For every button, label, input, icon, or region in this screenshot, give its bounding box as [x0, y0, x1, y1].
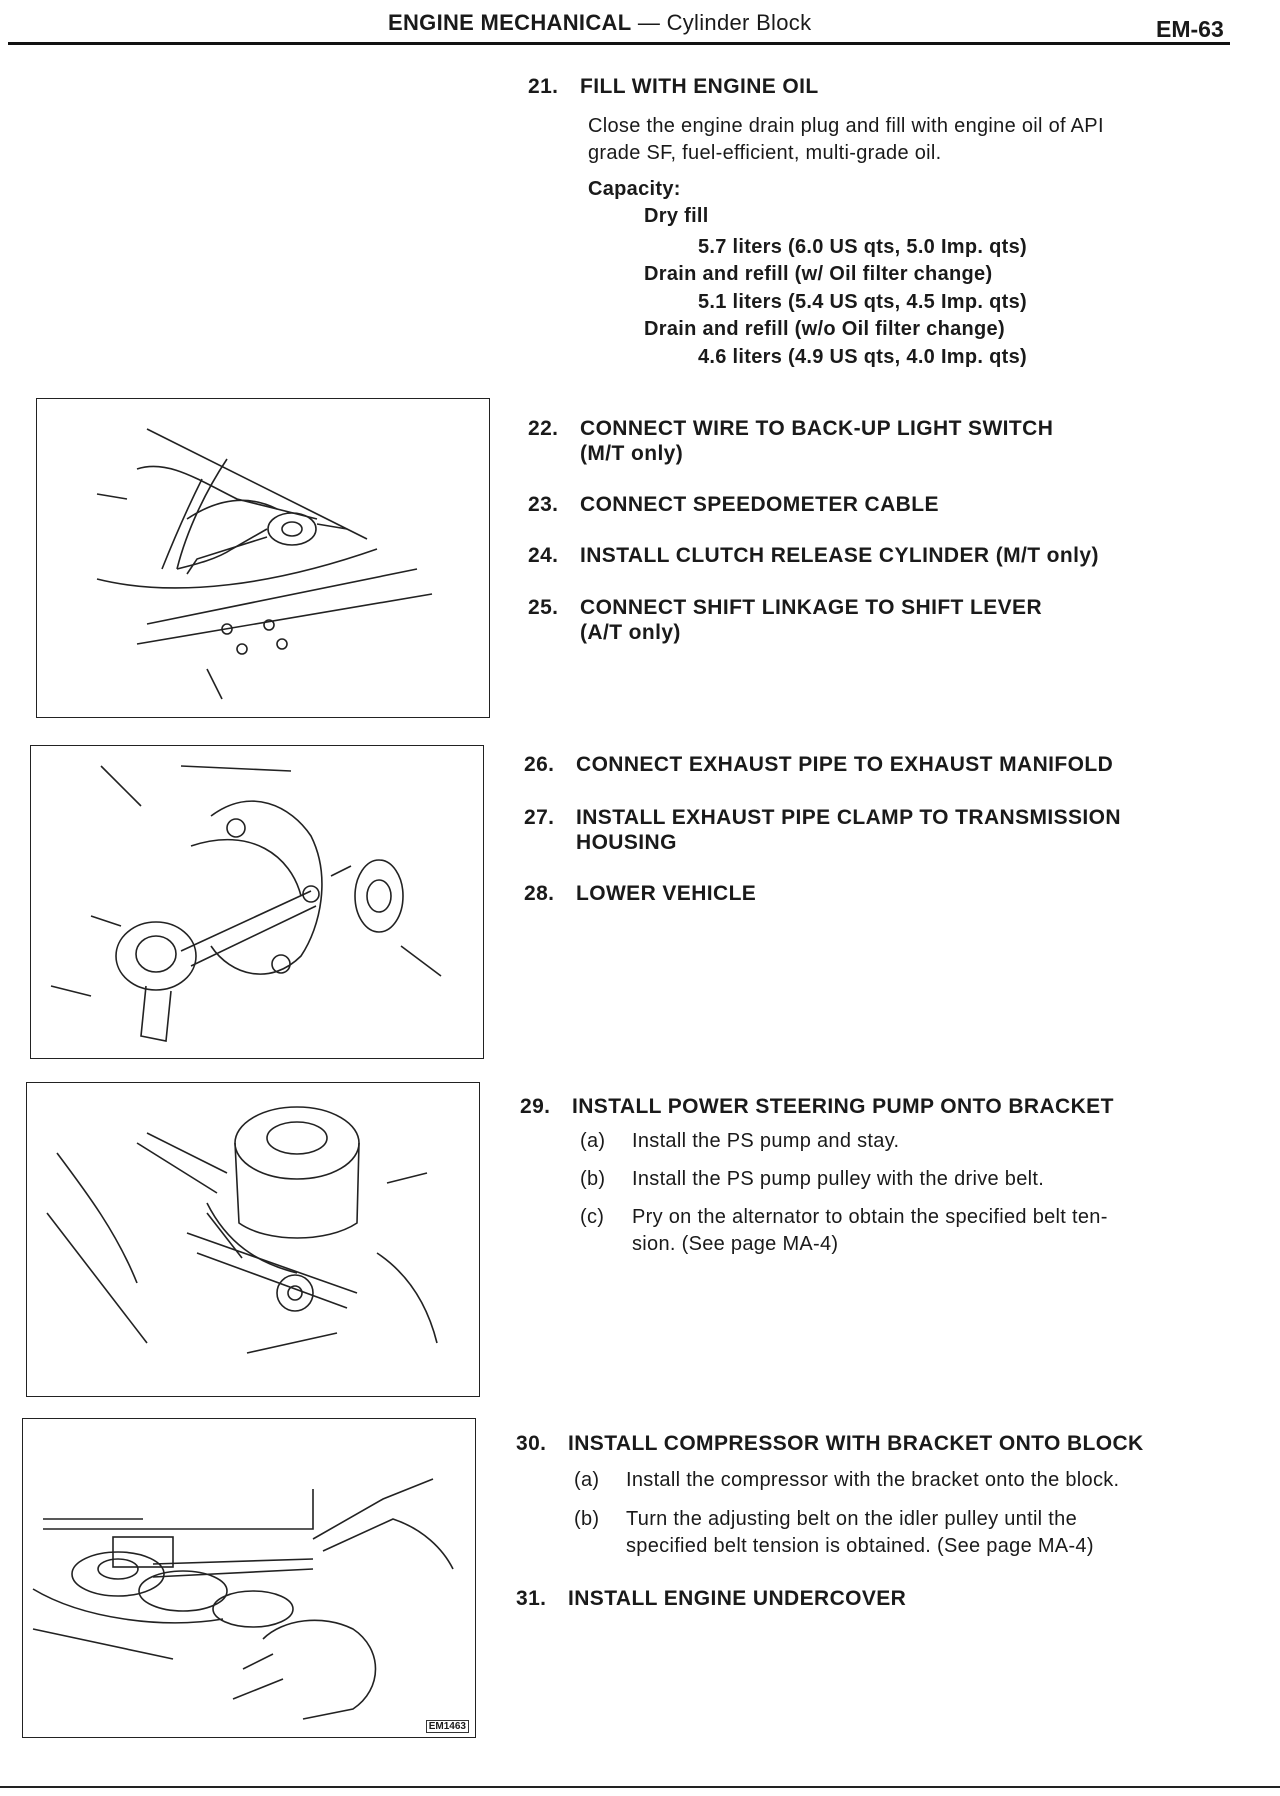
header-rule — [8, 42, 1230, 45]
footer-rule — [0, 1786, 1280, 1788]
figure-code: EM1463 — [426, 1720, 469, 1733]
step-title: FILL WITH ENGINE OIL — [580, 75, 819, 98]
step-title: INSTALL CLUTCH RELEASE CYLINDER (M/T only) — [580, 544, 1099, 567]
sub-step-label: (a) — [580, 1130, 606, 1152]
page-header — [0, 0, 1280, 50]
sub-step-text: Install the compressor with the bracket onto the block. — [626, 1469, 1120, 1491]
step-number: 23. — [528, 493, 559, 516]
step-number: 22. — [528, 417, 559, 440]
step-22-line2: (M/T only) — [580, 442, 684, 465]
compressor-illustration — [23, 1419, 475, 1737]
step-number: 24. — [528, 544, 559, 567]
sub-step-label: (c) — [580, 1206, 605, 1228]
sub-step-label: (b) — [574, 1508, 600, 1530]
step-number: 26. — [524, 753, 555, 776]
sub-step-text: Install the PS pump and stay. — [632, 1130, 900, 1152]
subsection-title: Cylinder Block — [666, 10, 812, 35]
step-number: 25. — [528, 596, 559, 619]
drain-with-filter-label: Drain and refill (w/ Oil filter change) — [644, 263, 993, 285]
drain-without-filter-label: Drain and refill (w/o Oil filter change) — [644, 318, 1005, 340]
figure-backup-light-switch — [36, 398, 490, 718]
dry-fill-value: 5.7 liters (6.0 US qts, 5.0 Imp. qts) — [698, 236, 1027, 258]
drain-with-filter-value: 5.1 liters (5.4 US qts, 4.5 Imp. qts) — [698, 291, 1027, 313]
step-number: 21. — [528, 75, 559, 98]
step-29-sub-c-line2: sion. (See page MA-4) — [632, 1233, 839, 1255]
step-number: 29. — [520, 1095, 551, 1118]
step-title: CONNECT SHIFT LINKAGE TO SHIFT LEVER — [580, 596, 1043, 619]
step-number: 31. — [516, 1587, 547, 1610]
figure-compressor — [22, 1418, 476, 1738]
step-30-sub-b-line2: specified belt tension is obtained. (See page MA-4) — [626, 1535, 1094, 1557]
step-title: CONNECT EXHAUST PIPE TO EXHAUST MANIFOLD — [576, 753, 1114, 776]
step-title: CONNECT SPEEDOMETER CABLE — [580, 493, 939, 516]
step-number: 28. — [524, 882, 555, 905]
header-title — [388, 10, 811, 36]
step-title: CONNECT WIRE TO BACK-UP LIGHT SWITCH — [580, 417, 1054, 440]
section-title: ENGINE MECHANICAL — [388, 10, 632, 35]
capacity-label: Capacity: — [588, 178, 681, 200]
sub-step-text: Pry on the alternator to obtain the specified belt ten- — [632, 1206, 1108, 1228]
step-number: 30. — [516, 1432, 547, 1455]
step-title: LOWER VEHICLE — [576, 882, 757, 905]
sub-step-label: (a) — [574, 1469, 600, 1491]
sub-step-text: Turn the adjusting belt on the idler pulley until the — [626, 1508, 1077, 1530]
step-27-line2: HOUSING — [576, 831, 677, 854]
power-steering-pump-illustration — [27, 1083, 479, 1396]
step-25-line2: (A/T only) — [580, 621, 681, 644]
step-number: 27. — [524, 806, 555, 829]
step-title: INSTALL ENGINE UNDERCOVER — [568, 1587, 907, 1610]
title-separator: — — [631, 10, 667, 35]
step-title: INSTALL COMPRESSOR WITH BRACKET ONTO BLOCK — [568, 1432, 1144, 1455]
page-number: EM-63 — [1156, 16, 1224, 42]
figure-power-steering-pump — [26, 1082, 480, 1397]
backup-light-switch-illustration — [37, 399, 489, 717]
step-21-body-line2: grade SF, fuel-efficient, multi-grade oil. — [588, 142, 942, 164]
sub-step-text: Install the PS pump pulley with the drive belt. — [632, 1168, 1045, 1190]
step-title: INSTALL EXHAUST PIPE CLAMP TO TRANSMISSION — [576, 806, 1121, 829]
dry-fill-label: Dry fill — [644, 205, 709, 227]
drain-without-filter-value: 4.6 liters (4.9 US qts, 4.0 Imp. qts) — [698, 346, 1027, 368]
step-21-body-line1: Close the engine drain plug and fill with engine oil of API — [588, 115, 1104, 137]
exhaust-pipe-illustration — [31, 746, 483, 1058]
step-title: INSTALL POWER STEERING PUMP ONTO BRACKET — [572, 1095, 1114, 1118]
sub-step-label: (b) — [580, 1168, 606, 1190]
figure-exhaust-pipe — [30, 745, 484, 1059]
